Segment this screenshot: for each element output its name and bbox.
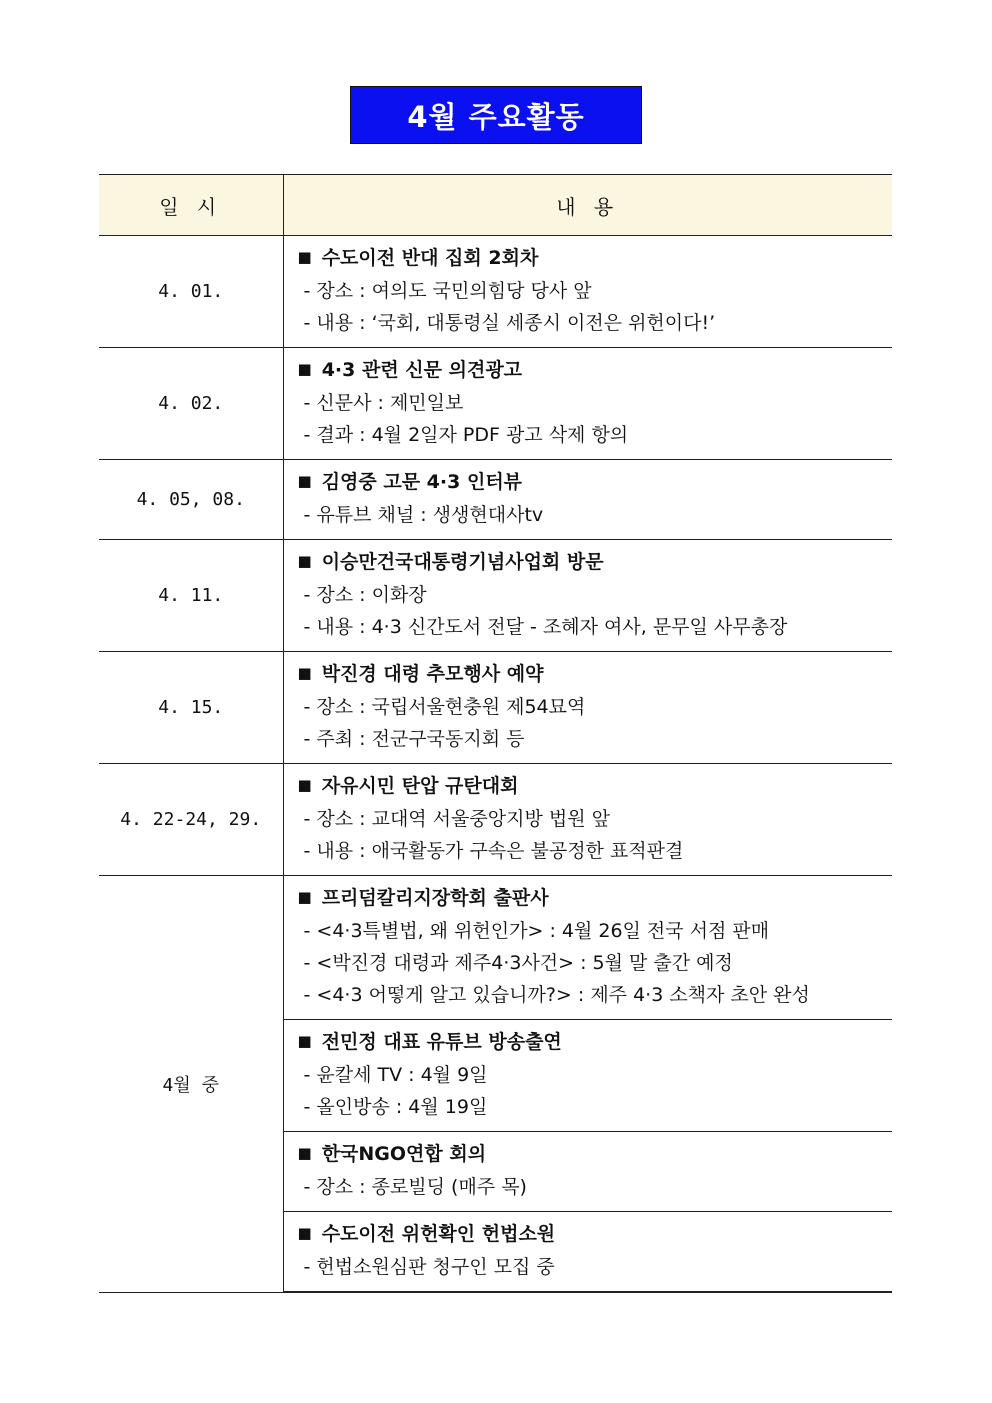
row-content [283,764,892,876]
row-content [283,1020,892,1132]
page-title: 4월 주요활동 [350,86,642,144]
entry-detail-line: - 윤칼세 TV : 4월 9일 [303,1064,488,1086]
entry-headline-text: 수도이전 반대 집회 2회차 [321,247,539,269]
entry-headline-text: 4·3 관련 신문 의견광고 [321,359,523,381]
table-header-row [99,175,892,236]
table-row [99,876,892,1020]
entry-headline-text: 김영중 고문 4·3 인터뷰 [321,471,523,493]
entry [284,1020,893,1131]
entry-headline [298,770,893,803]
bullet-square-icon: ■ [297,776,312,794]
row-date: 4. 11. [99,540,283,652]
entry-detail-line: - 주최 : 전군구국동지회 등 [303,728,525,750]
entry-headline [298,466,893,499]
entry-detail-line: - 결과 : 4월 2일자 PDF 광고 삭제 항의 [303,424,629,446]
entry-detail-line: - 내용 : 애국활동가 구속은 불공정한 표적판결 [303,840,684,862]
entry-headline [298,1138,893,1171]
entry-detail-line: - 헌법소원심판 청구인 모집 중 [303,1256,555,1278]
entry-headline [298,658,893,691]
bullet-square-icon: ■ [297,1032,312,1050]
entry [284,876,893,1019]
header-date: 일 시 [99,175,283,236]
row-content [283,460,892,540]
row-date: 4. 22-24, 29. [99,764,283,876]
entry [284,1132,893,1211]
entry-detail-line: - 장소 : 교대역 서울중앙지방 법원 앞 [303,808,610,830]
entry-headline [298,354,893,387]
table-row [99,348,892,460]
bullet-square-icon: ■ [297,1144,312,1162]
row-date: 4. 15. [99,652,283,764]
entry [284,540,893,651]
entry-headline-text: 박진경 대령 추모행사 예약 [321,663,544,685]
entry-detail-line: - 유튜브 채널 : 생생현대사tv [303,504,544,526]
bullet-square-icon: ■ [297,472,312,490]
entry-detail-line: - <4·3 어떻게 알고 있습니까?> : 제주 4·3 소책자 초안 완성 [303,984,810,1006]
entry [284,652,893,763]
table-row [99,652,892,764]
table-row [99,764,892,876]
entry [284,236,893,347]
row-content [283,540,892,652]
entry-headline-text: 이승만건국대통령기념사업회 방문 [321,551,604,573]
entry-detail-line: - 내용 : 4·3 신간도서 전달 - 조혜자 여사, 문무일 사무총장 [303,616,788,638]
entry-detail-line: - 장소 : 이화장 [303,584,427,606]
bullet-square-icon: ■ [297,360,312,378]
entry [284,764,893,875]
entry-headline-text: 자유시민 탄압 규탄대회 [321,775,519,797]
row-content [283,1212,892,1293]
row-content [283,236,892,348]
entry-headline [298,1218,893,1251]
table-body [99,236,892,1293]
entry-detail-line: - 장소 : 국립서울현충원 제54묘역 [303,696,586,718]
table-row [99,540,892,652]
bullet-square-icon: ■ [297,888,312,906]
entry-detail-line: - 장소 : 종로빌딩 (매주 목) [303,1176,527,1198]
entry-detail-line: - 내용 : ‘국회, 대통령실 세종시 이전은 위헌이다!’ [303,312,716,334]
row-content [283,652,892,764]
table-row [99,236,892,348]
row-content [283,876,892,1020]
bullet-square-icon: ■ [297,664,312,682]
entry-headline-text: 한국NGO연합 회의 [321,1143,487,1165]
bullet-square-icon: ■ [297,248,312,266]
schedule-table [99,174,892,1293]
entry-detail-line: - <4·3특별법, 왜 위헌인가> : 4월 26일 전국 서점 판매 [303,920,770,942]
bullet-square-icon: ■ [297,1224,312,1242]
row-content [283,348,892,460]
entry [284,348,893,459]
table-row [99,460,892,540]
row-date: 4월 중 [99,876,283,1293]
entry [284,460,893,539]
row-date: 4. 05, 08. [99,460,283,540]
entry-detail-line: - 신문사 : 제민일보 [303,392,464,414]
entry-detail-line: - 올인방송 : 4월 19일 [303,1096,488,1118]
entry [284,1212,893,1291]
entry-detail-line: - 장소 : 여의도 국민의힘당 당사 앞 [303,280,592,302]
row-date: 4. 02. [99,348,283,460]
entry-headline-text: 프리덤칼리지장학회 출판사 [321,887,549,909]
header-content: 내 용 [283,175,892,236]
entry-headline [298,1026,893,1059]
entry-headline [298,546,893,579]
entry-headline [298,882,893,915]
bullet-square-icon: ■ [297,552,312,570]
entry-detail-line: - <박진경 대령과 제주4·3사건> : 5월 말 출간 예정 [303,952,733,974]
row-content [283,1132,892,1212]
entry-headline-text: 전민정 대표 유튜브 방송출연 [321,1031,562,1053]
entry-headline [298,242,893,275]
entry-headline-text: 수도이전 위헌확인 헌법소원 [321,1223,556,1245]
row-date: 4. 01. [99,236,283,348]
